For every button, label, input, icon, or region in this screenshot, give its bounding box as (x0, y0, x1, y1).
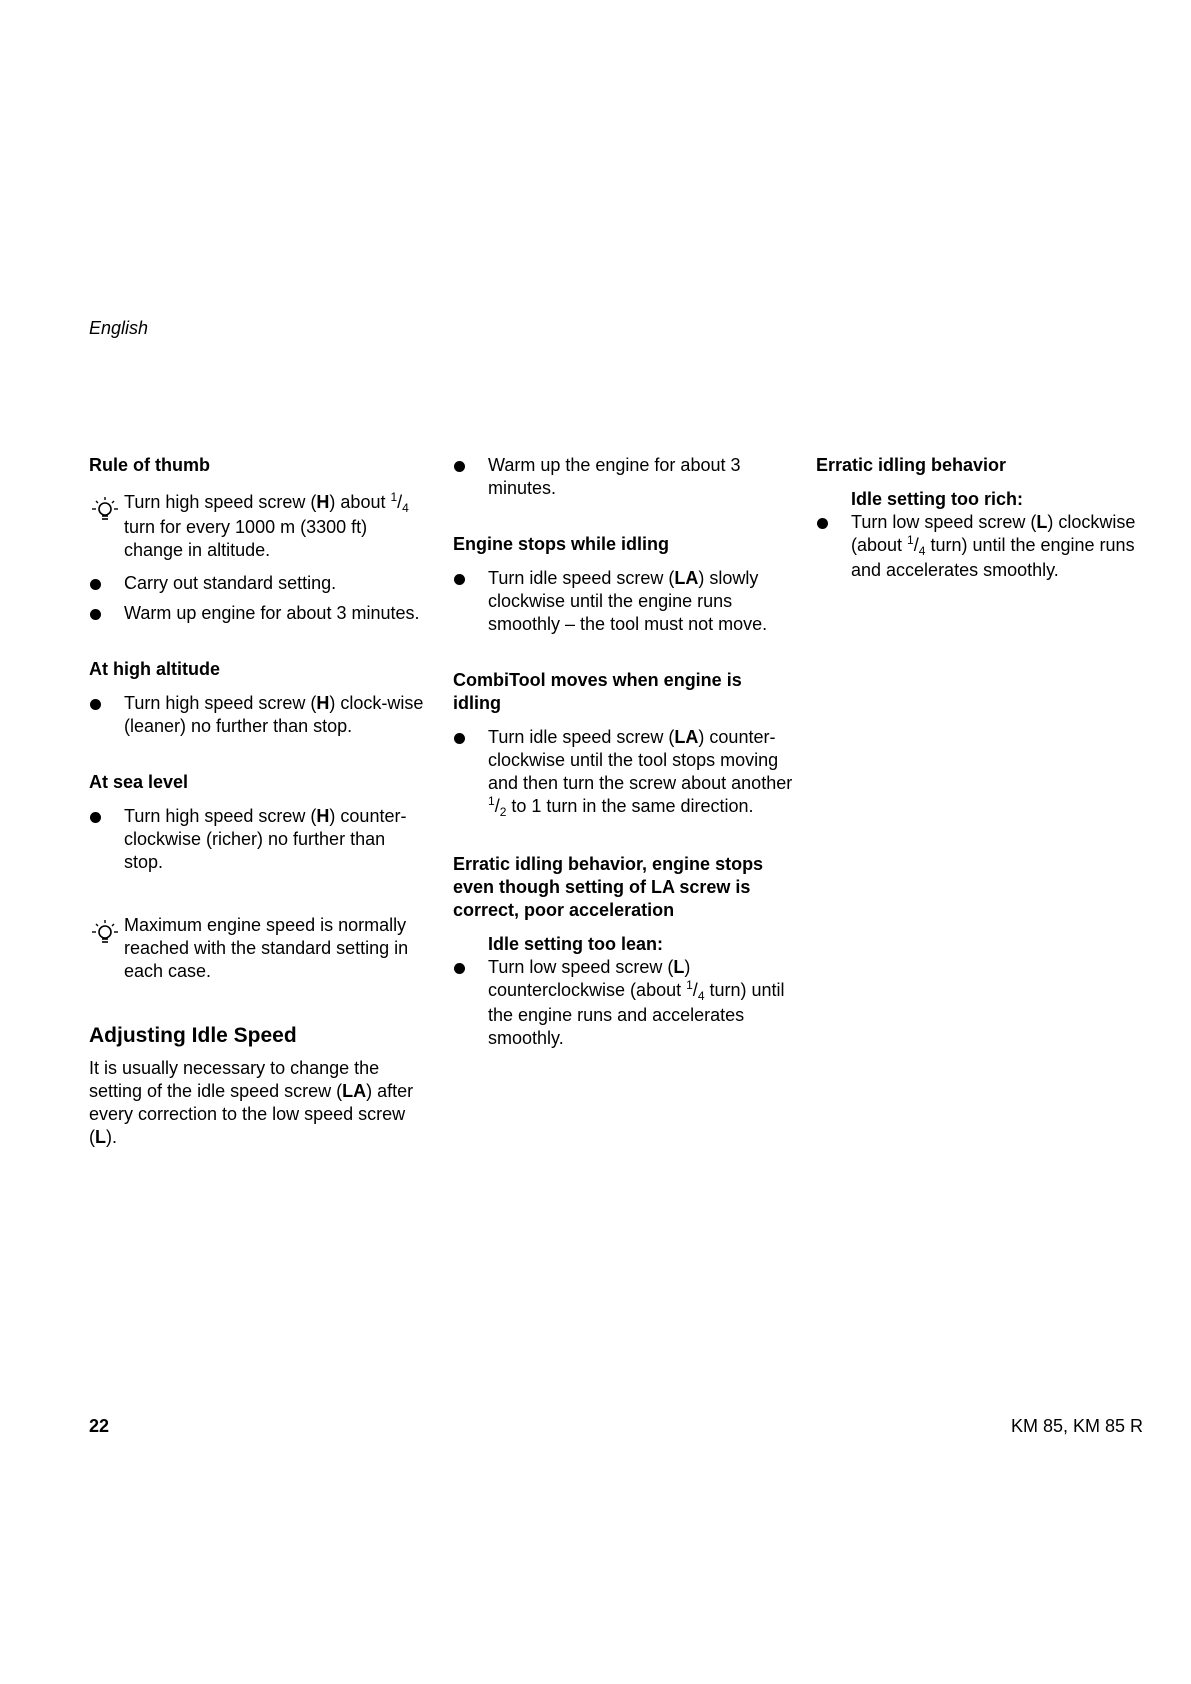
bullet-item: Warm up engine for about 3 minutes. (89, 602, 424, 625)
bullet-item: Turn high speed screw (H) counter-clockwise (richer) no further than stop. (89, 805, 424, 874)
bullet-dot-icon (454, 963, 465, 974)
section-heading: Rule of thumb (89, 455, 210, 475)
bullet-item: Turn high speed screw (H) clock-wise (leaner) no further than stop. (89, 692, 424, 738)
column-1 (89, 454, 424, 1149)
lightbulb-tip-icon (90, 495, 120, 527)
bullet-dot-icon (90, 609, 101, 620)
bullet-item: Turn idle speed screw (LA) counter-clockwise until the tool stops moving and then turn the screw about another $^1/_2$ to 1 turn in the same direction. (453, 726, 793, 820)
column-3 (816, 454, 1146, 582)
column-2 (453, 454, 793, 1050)
paragraph: It is usually necessary to change the setting of the idle speed screw (LA) after every correction to the low speed screw (L). (89, 1058, 414, 1147)
section-heading: CombiTool moves when engine is idling (453, 670, 742, 713)
section-heading: At sea level (89, 772, 189, 792)
bullet-dot-icon (454, 733, 465, 744)
bullet-dot-icon (454, 574, 465, 585)
section-heading: Erratic idling behavior (816, 455, 1007, 475)
tip-note: Turn high speed screw (H) about $^1/_4$ turn for every 1000 m (3300 ft) change in altitude. (89, 491, 424, 562)
tip-note: Maximum engine speed is normally reached with the standard setting in each case. (89, 914, 424, 983)
bullet-item: Warm up the engine for about 3 minutes. (453, 454, 793, 500)
bullet-dot-icon (817, 518, 828, 529)
section-heading: Erratic idling behavior, engine stops even though setting of LA screw is correct, poor acceleration (453, 854, 764, 920)
model-label: KM 85, KM 85 R (1010, 1416, 1143, 1436)
lightbulb-tip-icon (90, 918, 120, 950)
sub-heading: Idle setting too lean: (488, 934, 664, 954)
bullet-item: Carry out standard setting. (89, 572, 424, 595)
section-title: Adjusting Idle Speed (89, 1024, 297, 1047)
bullet-dot-icon (454, 461, 465, 472)
bullet-dot-icon (90, 699, 101, 710)
page-number: 22 (89, 1416, 110, 1436)
section-heading: Engine stops while idling (453, 534, 670, 554)
bullet-dot-icon (90, 812, 101, 823)
bullet-dot-icon (90, 579, 101, 590)
section-heading: At high altitude (89, 659, 220, 679)
language-label: English (89, 318, 149, 338)
bullet-item: Turn idle speed screw (LA) slowly clockwise until the engine runs smoothly – the tool must not move. (453, 567, 793, 636)
bullet-item: Turn low speed screw (L) counterclockwise (about $^1/_4$ turn) until the engine runs and accelerates smoothly. (453, 956, 793, 1050)
sub-heading: Idle setting too rich: (851, 489, 1024, 509)
bullet-item: Turn low speed screw (L) clockwise (about $^1/_4$ turn) until the engine runs and accelerates smoothly. (816, 511, 1146, 582)
